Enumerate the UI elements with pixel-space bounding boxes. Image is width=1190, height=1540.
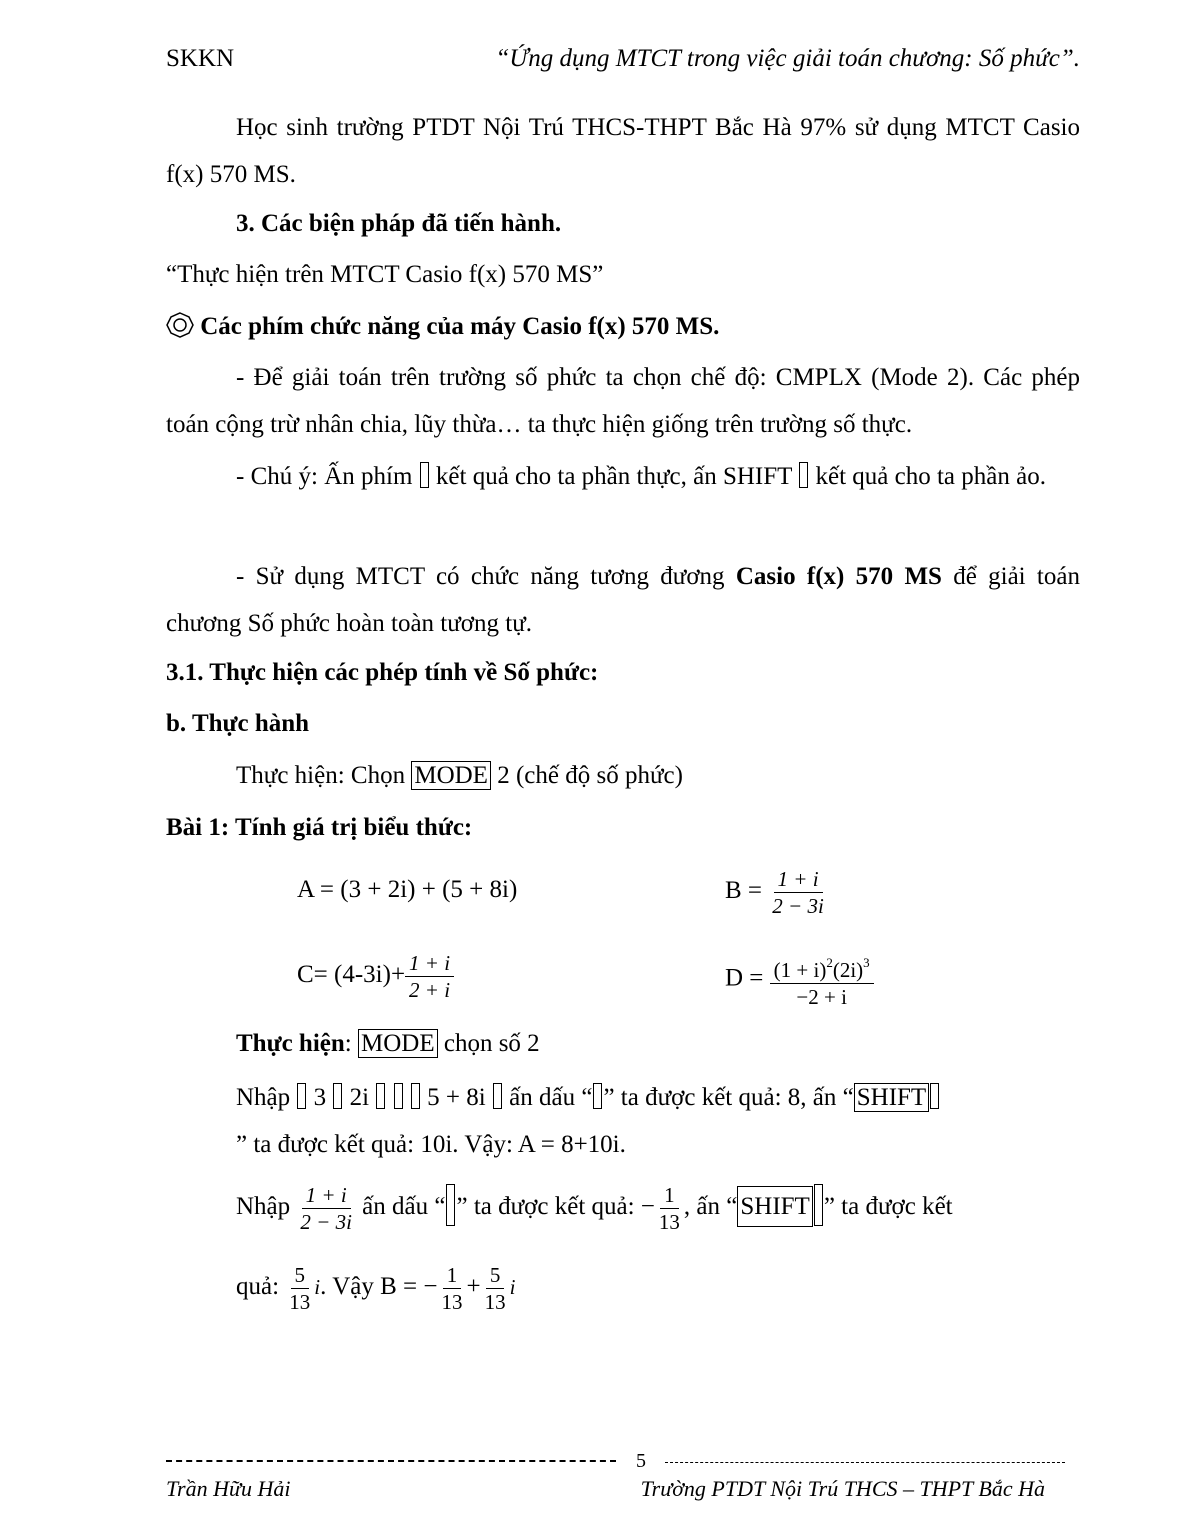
equals-key (799, 462, 808, 488)
d-label: D = (725, 964, 764, 992)
step-select-mode (236, 762, 683, 790)
solution-text: chọn số 2 (443, 1030, 540, 1057)
equiv-text-b: để giải toán chương Số phức hoàn toàn tương tự. (166, 563, 1080, 637)
mode-key: MODE (411, 761, 491, 790)
input-text: , ấn “ (683, 1193, 738, 1221)
note-text-b: kết quả cho ta phần thực, ấn SHIFT (435, 463, 792, 490)
header-title: “Ứng dụng MTCT trong việc giải toán chương: Số phức”. (495, 45, 1080, 72)
equals-key (420, 462, 429, 488)
d-fraction (770, 950, 874, 1010)
paragraph-equivalent (166, 553, 1080, 647)
input-line-2 (236, 1182, 953, 1235)
d-exponent-1: 2 (826, 955, 833, 970)
footer-author: Trần Hữu Hải (166, 1476, 291, 1501)
equals-key (593, 1083, 602, 1109)
fraction-numerator: 5 (486, 1262, 505, 1289)
fraction-numerator (770, 950, 874, 984)
fraction-denominator: 13 (289, 1290, 311, 1314)
paragraph-intro: Học sinh trường PTDT Nội Trú THCS-THPT Bắc Hà 97% sử dụng MTCT Casio f(x) 570 MS. (166, 114, 1080, 188)
fraction-denominator: 13 (484, 1290, 506, 1314)
note-text-a: - Chú ý: Ấn phím (236, 463, 413, 490)
paragraph-note (166, 453, 1080, 500)
input-line-1-result: ” ta được kết quả: 10i. Vậy: A = 8+10i. (236, 1131, 626, 1158)
equals-key (814, 1184, 823, 1226)
input-fraction (296, 1182, 356, 1235)
input-line-1 (236, 1083, 940, 1112)
step-text: Thực hiện: Chọn (236, 762, 406, 789)
fraction-numerator: 1 + i (774, 866, 823, 893)
equiv-text-bold: Casio f(x) 570 MS (735, 563, 942, 590)
functions-heading-text: Các phím chức năng của máy Casio f(x) 570 MS. (200, 313, 720, 340)
mode-key: MODE (358, 1029, 438, 1058)
c-fraction (405, 950, 454, 1003)
fraction-numerator: 1 (660, 1182, 679, 1209)
gear-icon (166, 312, 194, 345)
plus-key (394, 1083, 403, 1109)
equiv-text-a: - Sử dụng MTCT có chức năng tương đương (236, 563, 725, 590)
note-text-c: kết quả cho ta phần ảo. (815, 463, 1046, 490)
shift-key: SHIFT (737, 1186, 812, 1227)
subsection-heading-b: b. Thực hành (166, 710, 310, 737)
input-text: Nhập (236, 1193, 291, 1221)
fraction-denominator: −2 + i (796, 985, 847, 1009)
expression-c (297, 950, 454, 1003)
b-label: B = (725, 877, 763, 905)
result-fraction (285, 1262, 314, 1315)
result-fraction (437, 1262, 466, 1315)
b-fraction (768, 866, 828, 919)
d-num-part2: (2i) (832, 958, 864, 982)
result-text: quả: (236, 1273, 280, 1301)
section-heading-3-1: 3.1. Thực hiện các phép tính về Số phức: (166, 659, 599, 686)
fraction-numerator: 5 (291, 1262, 310, 1289)
input-text: Nhập (236, 1084, 291, 1111)
footer-rule-left (166, 1460, 616, 1462)
step-text-b: 2 (chế độ số phức) (497, 762, 683, 789)
open-paren-key (411, 1083, 420, 1109)
equals-key (446, 1184, 455, 1226)
expression-b (725, 866, 828, 919)
plus-sign: + (466, 1273, 481, 1301)
solution-label: Thực hiện (236, 1030, 345, 1057)
d-exponent-2: 3 (863, 955, 870, 970)
input-text: ấn dấu “ (509, 1084, 593, 1111)
quote-line: “Thực hiện trên MTCT Casio f(x) 570 MS” (166, 261, 604, 288)
page-number: 5 (636, 1450, 646, 1472)
result-text: . Vậy B = − (320, 1273, 438, 1301)
expression-d (725, 950, 874, 1010)
fraction-denominator: 2 − 3i (300, 1210, 352, 1234)
footer-rule-right (665, 1462, 1065, 1463)
input-term: 5 + 8i (427, 1084, 486, 1111)
section-heading-3: 3. Các biện pháp đã tiến hành. (236, 210, 562, 237)
shift-key: SHIFT (854, 1083, 929, 1112)
fraction-denominator: 13 (658, 1210, 680, 1234)
fraction-denominator: 2 − 3i (772, 894, 824, 918)
functions-heading (166, 312, 719, 345)
input-term: 2i (349, 1084, 370, 1111)
header-left: SKKN (166, 45, 235, 72)
exercise-title: Bài 1: Tính giá trị biểu thức: (166, 814, 473, 841)
input-text: ” ta được kết quả: 8, ấn “ (603, 1084, 854, 1111)
close-paren-key (376, 1083, 385, 1109)
input-line-2-result: quả: $\frac{5}{13}$ i. Vậy B = − $\frac{1}{13}$ + $\frac{5}{13}$ i (236, 1263, 516, 1314)
result-fraction (655, 1182, 684, 1235)
fraction-numerator: 1 (443, 1262, 462, 1289)
expression-a: A = (3 + 2i) + (5 + 8i) (297, 876, 518, 903)
footer-school: Trường PTDT Nội Trú THCS – THPT Bắc Hà (640, 1476, 1045, 1501)
d-num-part1: (1 + i) (773, 958, 827, 982)
fraction-numerator: 1 + i (405, 950, 454, 977)
input-text: ” ta được kết (823, 1193, 953, 1221)
input-text: ấn dấu “ (362, 1193, 446, 1221)
solution-mode: Thực hiện: MODE chọn số 2 (236, 1030, 540, 1057)
open-paren-key (297, 1083, 306, 1109)
result-fraction (481, 1262, 510, 1315)
fraction-denominator: 2 + i (409, 978, 451, 1002)
input-digit: 3 (313, 1084, 327, 1111)
c-label: C= (4-3i)+ (297, 961, 406, 989)
plus-key (333, 1083, 342, 1109)
fraction-denominator: 13 (441, 1290, 463, 1314)
paragraph-mode: - Để giải toán trên trường số phức ta chọn chế độ: CMPLX (Mode 2). Các phép toán cộng trừ nhân chia, lũy thừa… ta thực hiện giống trên trường số thực. (166, 364, 1080, 438)
fraction-numerator: 1 + i (302, 1182, 351, 1209)
equals-key (930, 1083, 939, 1109)
input-text: ” ta được kết quả: − (456, 1193, 655, 1221)
close-paren-key (493, 1083, 502, 1109)
